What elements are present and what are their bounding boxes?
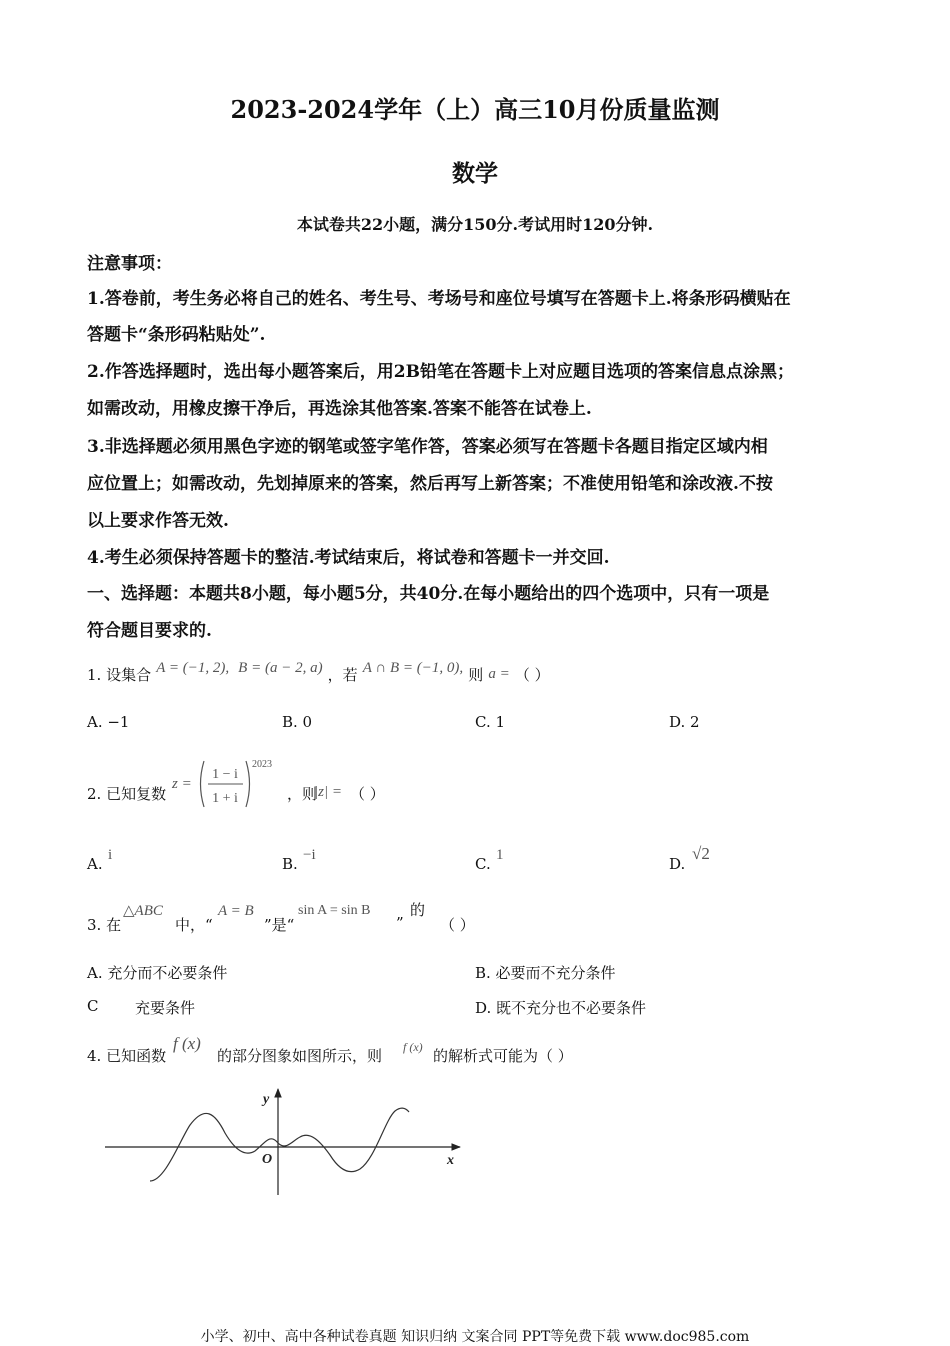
function-curve (150, 1108, 409, 1181)
q1-then: 则 (468, 666, 484, 684)
q2-then: ，则 (287, 785, 318, 803)
note-line: 以上要求作答无效. (87, 511, 229, 531)
exam-title: 2023-2024学年（上）高三10月份质量监测 (230, 95, 720, 124)
q2-option-b: B. (282, 855, 298, 873)
q1-set-b: B = (a − 2, a) (238, 660, 323, 676)
q2-denominator: 1 + i (212, 791, 238, 806)
q2-option-b-value: −i (303, 847, 316, 863)
q1-mid: ，若 (327, 666, 358, 684)
q1-condition: A ∩ B = (−1, 0), (362, 660, 464, 676)
q3-option-d: D. 既不充分也不必要条件 (475, 999, 647, 1017)
note-line: 如需改动，用橡皮擦干净后，再选涂其他答案.答案不能答在试卷上. (87, 399, 592, 419)
y-axis-label: y (263, 1092, 270, 1107)
q1-option-a: A. −1 (87, 713, 130, 731)
q2-numerator: 1 − i (212, 767, 238, 782)
note-line: 1.答卷前，考生务必将自己的姓名、考生号、考场号和座位号填写在答题卡上.将条形码横贴在 (87, 289, 791, 309)
q4-end: 的解析式可能为（ ） (433, 1047, 573, 1065)
q3-de: 的 (410, 901, 426, 919)
q2-fraction (196, 758, 276, 810)
q3-option-c-letter: C (87, 997, 99, 1015)
q2-paren: （ ） (350, 785, 385, 803)
q3-paren: （ ） (440, 916, 475, 934)
q3-mid2: ”是“ (264, 916, 295, 934)
q3-condition-1: A = B (218, 903, 254, 919)
q2-z-equals: z = (172, 776, 192, 792)
q4-mid: 的部分图象如图所示，则 (217, 1047, 383, 1065)
q3-condition-2: sin A = sin B (298, 903, 371, 918)
q4-prefix: 4. 已知函数 (87, 1047, 167, 1065)
q3-mid3: ” (396, 914, 404, 932)
q1-option-c: C. 1 (475, 713, 506, 731)
note-line: 2.作答选择题时，选出每小题答案后，用2B铅笔在答题卡上对应题目选项的答案信息点涂黑； (87, 362, 794, 382)
q3-option-a: A. 充分而不必要条件 (87, 964, 228, 982)
q1-paren: （ ） (514, 666, 550, 684)
subject-title: 数学 (452, 160, 498, 187)
exam-info: 本试卷共22小题，满分150分.考试用时120分钟. (296, 215, 654, 234)
q1-prefix: 1. 设集合 (87, 666, 152, 684)
q1-set-a: A = (−1, 2), (156, 660, 230, 676)
q2-option-a-value: i (108, 847, 113, 863)
q3-option-b: B. 必要而不充分条件 (475, 964, 616, 982)
section-heading-cont: 符合题目要求的. (87, 621, 212, 641)
notes-heading: 注意事项： (87, 254, 172, 274)
question-1 (87, 660, 550, 685)
x-axis-label: x (447, 1153, 454, 1168)
q1-option-b: B. 0 (282, 713, 313, 731)
q2-option-a: A. (87, 855, 103, 873)
q2-option-c-value: 1 (496, 847, 504, 863)
q4-function: f (x) (173, 1034, 201, 1053)
q2-option-c: C. (475, 855, 491, 873)
q2-option-d: D. (669, 855, 686, 873)
note-line: 应位置上；如需改动，先划掉原来的答案，然后再写上新答案；不准使用铅笔和涂改液.不按 (87, 474, 773, 494)
origin-label: O (262, 1152, 273, 1167)
q2-exponent: 2023 (252, 759, 272, 770)
q1-option-d: D. 2 (669, 713, 700, 731)
page-footer: 小学、初中、高中各种试卷真题 知识归纳 文案合同 PPT等免费下载 www.doc985.com (200, 1329, 750, 1345)
q3-prefix: 3. 在 (87, 916, 122, 934)
q1-ask: a = (488, 666, 510, 682)
q2-prefix: 2. 已知复数 (87, 785, 167, 803)
q4-function-2: f (x) (403, 1040, 423, 1054)
q3-triangle: △ABC (123, 903, 163, 919)
q2-modulus: |z| = (314, 784, 342, 800)
q2-option-d-value: √2 (692, 844, 710, 863)
q3-mid1: 中，“ (175, 916, 213, 934)
q3-option-c: 充要条件 (135, 999, 196, 1017)
section-heading: 一、选择题：本题共8小题，每小题5分，共40分.在每小题给出的四个选项中，只有一项是 (87, 584, 770, 604)
note-line: 3.非选择题必须用黑色字迹的钢笔或签字笔作答，答案必须写在答题卡各题目指定区域内相 (87, 437, 768, 457)
note-line: 4.考生必须保持答题卡的整洁.考试结束后，将试卷和答题卡一并交回. (87, 548, 610, 568)
note-line: 答题卡“条形码粘贴处”. (87, 325, 266, 345)
q4-function-graph (95, 1085, 475, 1210)
